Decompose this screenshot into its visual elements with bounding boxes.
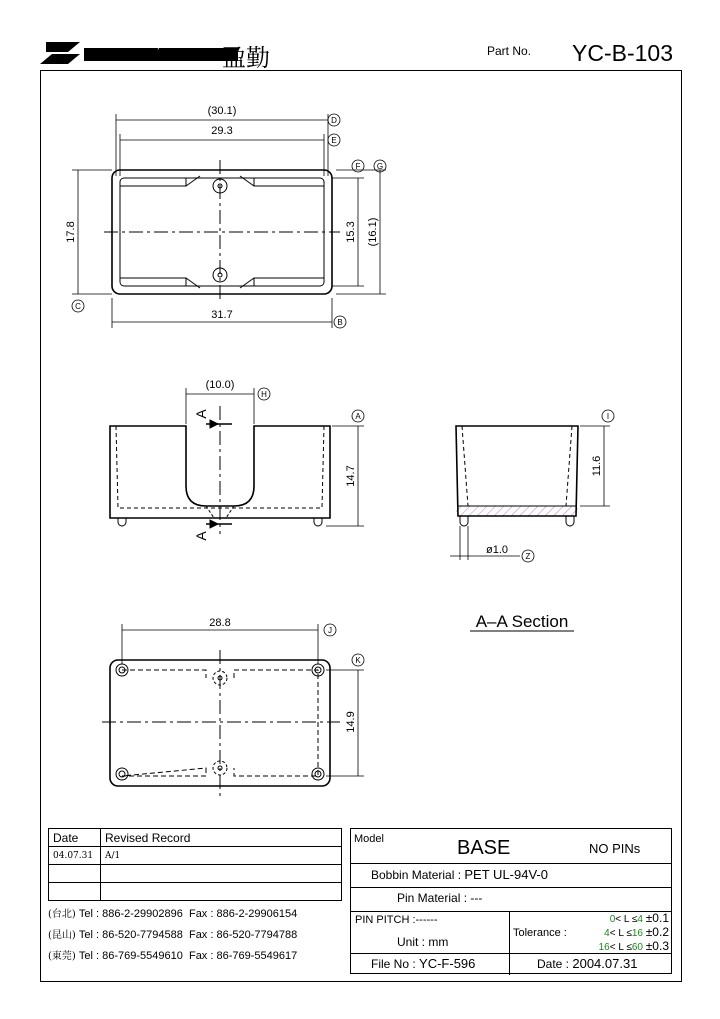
dim-bottom-width: 28.8: [209, 617, 231, 629]
contact-tel: Tel : 886-2-29902896: [78, 908, 183, 920]
ref-a: A: [355, 412, 361, 421]
rev-record: A/1: [101, 847, 342, 865]
revision-table: [48, 828, 342, 901]
tol-max: 16: [631, 928, 643, 939]
pitch-value: ------: [415, 914, 438, 926]
ref-d: D: [331, 116, 337, 125]
bobbin-value: PET UL-94V-0: [464, 867, 548, 882]
tol-op: < L ≤: [609, 942, 632, 953]
dim-outer-top: (30.1): [207, 105, 237, 117]
ref-g: G: [376, 162, 384, 171]
rev-date: [49, 865, 101, 883]
tol-min: 16: [598, 942, 610, 953]
rev-date: 04.07.31: [49, 847, 101, 865]
rev-date: [49, 883, 101, 901]
unit-value: mm: [428, 935, 449, 949]
contact-fax: Fax : 886-2-29906154: [188, 908, 298, 920]
top-view: [104, 160, 340, 300]
contact-tel: Tel : 86-769-5549610: [78, 950, 183, 962]
pin-material: [397, 891, 482, 905]
dim-section-height: 11.6: [591, 455, 603, 477]
date-label: Date :: [537, 957, 570, 971]
ref-e: E: [331, 136, 337, 145]
rev-record: [101, 883, 342, 901]
ref-b: B: [337, 318, 343, 327]
contact-location: (昆山): [48, 930, 76, 941]
dim-slot: (10.0): [205, 379, 235, 391]
pitch-label: PIN PITCH :: [355, 914, 416, 926]
drawing-date: [537, 956, 637, 971]
file-label: File No :: [371, 957, 416, 971]
dim-bottom-height: 14.9: [345, 711, 357, 733]
tol-op: < L ≤: [609, 928, 632, 939]
ref-k: K: [355, 656, 361, 665]
contact-fax: Fax : 86-520-7794788: [188, 929, 298, 941]
dim-inner-top: 29.3: [211, 125, 233, 137]
bobbin-material: [371, 867, 548, 882]
contact-row: [48, 904, 342, 925]
company-name-cn: 盈勤: [222, 44, 270, 72]
tol-op: < L ≤: [615, 914, 638, 925]
section-marker-top: A: [193, 409, 209, 419]
bottom-view: [102, 650, 340, 796]
tol-value: ±0.1: [645, 911, 669, 925]
tolerance-label: Tolerance :: [513, 927, 567, 939]
file-value: YC-F-596: [419, 956, 476, 971]
part-no-value: YC-B-103: [572, 40, 673, 66]
company-name-en: YING CHIN CO., LTD: [88, 40, 181, 50]
dim-bottom: 31.7: [211, 309, 233, 321]
tolerance-table: [351, 912, 669, 954]
tolerance-row: [351, 912, 669, 926]
contact-location: (東莞): [48, 951, 76, 962]
contact-row: [48, 925, 342, 946]
pin-value: ---: [470, 891, 483, 905]
col-record: Revised Record: [101, 829, 342, 847]
bobbin-label: Bobbin Material :: [371, 868, 462, 882]
unit-label: Unit :: [397, 935, 426, 949]
contact-row: [48, 946, 342, 967]
part-no-label: Part No.: [487, 44, 532, 58]
front-view: [110, 406, 330, 534]
section-view: [456, 426, 578, 526]
contact-block: [48, 904, 342, 967]
tol-max: 4: [637, 914, 643, 925]
contact-tel: Tel : 86-520-7794588: [78, 929, 183, 941]
tol-value: ±0.2: [645, 925, 669, 939]
model-value: BASE: [457, 837, 511, 859]
tol-value: ±0.3: [645, 939, 669, 953]
dim-outer-right: (16.1): [367, 217, 379, 247]
dim-inner-right: 15.3: [345, 221, 357, 243]
section-marker-bottom: A: [193, 531, 209, 541]
ref-i: I: [606, 412, 610, 421]
tol-min: 0: [609, 914, 616, 925]
model-label: Model: [354, 833, 384, 845]
ref-c: C: [75, 302, 81, 311]
section-title: A–A Section: [475, 612, 569, 631]
pin-label: Pin Material :: [397, 891, 468, 905]
pins-value: NO PINs: [589, 841, 641, 856]
col-date: Date: [49, 829, 101, 847]
tol-max: 60: [631, 942, 643, 953]
date-value: 2004.07.31: [572, 956, 638, 971]
ref-z: Z: [525, 552, 531, 561]
ref-h: H: [261, 390, 267, 399]
file-no: [371, 956, 475, 971]
tolerance-row: [351, 926, 669, 940]
rev-record: [101, 865, 342, 883]
dim-pin: ø1.0: [485, 544, 508, 556]
ref-f: F: [355, 162, 361, 171]
ref-j: J: [328, 626, 332, 635]
dim-height-left: 17.8: [65, 221, 77, 243]
dim-front-height: 14.7: [345, 465, 357, 487]
tol-min: 4: [604, 928, 610, 939]
contact-location: (台北): [48, 909, 76, 920]
tolerance-row: [351, 940, 669, 954]
contact-fax: Fax : 86-769-5549617: [188, 950, 298, 962]
spec-block: [350, 828, 672, 974]
